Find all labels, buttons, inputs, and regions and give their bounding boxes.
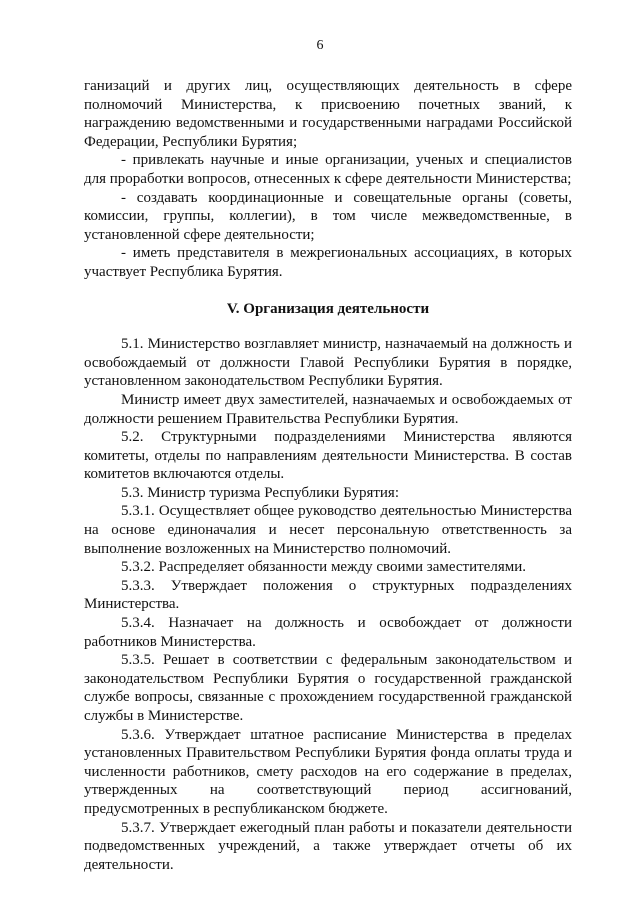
paragraph-item: Министр имеет двух заместителей, назначаемых и освобождаемых от должности решением Правительства Республики Бурятия. [84, 391, 572, 427]
paragraph-item: 5.3.3. Утверждает положения о структурных подразделениях Министерства. [84, 577, 572, 613]
paragraph-item: - создавать координационные и совещательные органы (советы, комиссии, группы, коллегии), в том числе межведомственные, в установленной сфере деятельности; [84, 189, 572, 243]
document-body [84, 77, 572, 874]
paragraph-item: 5.3.6. Утверждает штатное расписание Министерства в пределах установленных Правительством Республики Бурятия фонда оплаты труда и численности работников, смету расходов на его содержание в пределах, утвержденных на соответствующий период ассигнований, предусмотренных в республиканском бюджете. [84, 726, 572, 817]
paragraph-item: 5.1. Министерство возглавляет министр, назначаемый на должность и освобождаемый от должности Главой Республики Бурятия в порядке, установленном законодательством Республики Бурятия. [84, 336, 572, 390]
paragraph-item: - привлекать научные и иные организации, ученых и специалистов для проработки вопросов, отнесенных к сфере деятельности Министерства; [84, 152, 572, 187]
paragraph-item: - иметь представителя в межрегиональных ассоциациях, в которых участвует Республика Бурятия. [84, 245, 572, 280]
paragraph-item: 5.3.4. Назначает на должность и освобождает от должности работников Министерства. [84, 615, 572, 650]
section-heading: V. Организация деятельности [226, 300, 430, 317]
paragraph-item: 5.3. Министр туризма Республики Бурятия: [121, 484, 399, 501]
paragraph-item: 5.3.5. Решает в соответствии с федеральным законодательством и законодательством Республики Бурятия о государственной гражданской службе вопросы, связанные с прохождением государственной гражданской службы в Министерстве. [84, 652, 572, 724]
paragraph-item: 5.3.2. Распределяет обязанности между своими заместителями. [121, 559, 526, 576]
paragraph-continuation: ганизаций и других лиц, осуществляющих деятельность в сфере полномочий Министерства, к присвоению почетных званий, к награждению ведомственными и государственными наградами Российской Федерации, Республики Бурятия; [84, 78, 572, 150]
paragraph-item: 5.3.7. Утверждает ежегодный план работы и показатели деятельности подведомственных учреждений, а также утверждает отчеты об их деятельности. [84, 819, 572, 873]
paragraph-item: 5.3.1. Осуществляет общее руководство деятельностью Министерства на основе единоначалия и несет персональную ответственность за выполнение возложенных на Министерство полномочий. [84, 503, 572, 557]
paragraph-item: 5.2. Структурными подразделениями Министерства являются комитеты, отделы по направлениям деятельности Министерства. В состав комитетов включаются отделы. [84, 429, 572, 483]
page-number: 6 [316, 38, 324, 53]
